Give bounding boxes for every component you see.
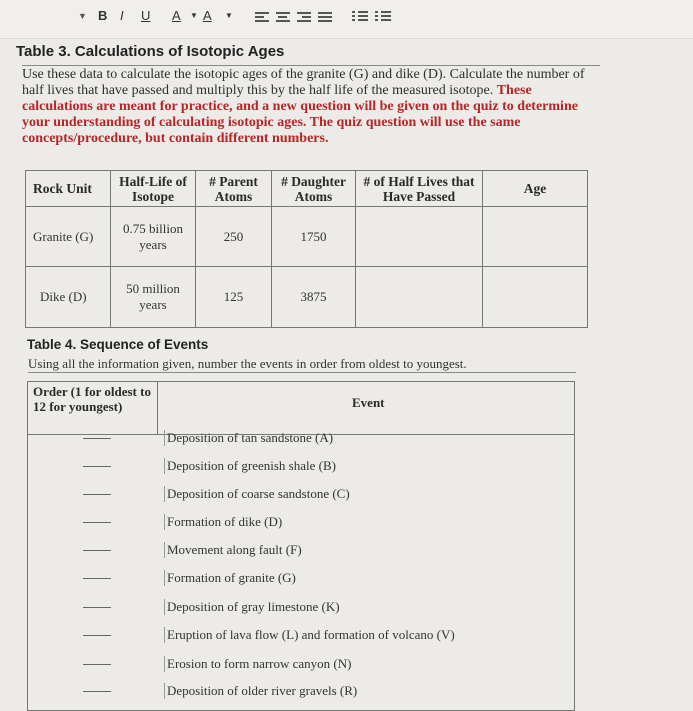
highlight-color-button[interactable]: A xyxy=(203,8,212,23)
event-label: Deposition of greenish shale (B) xyxy=(164,458,336,474)
cell-parent: 125 xyxy=(196,267,272,328)
order-blank-input[interactable] xyxy=(83,664,111,665)
list-item xyxy=(28,454,574,481)
cell-daughter: 1750 xyxy=(272,207,356,267)
event-label: Movement along fault (F) xyxy=(164,542,302,558)
highlight-dropdown-icon[interactable]: ▼ xyxy=(225,11,233,20)
order-blank-input[interactable] xyxy=(83,438,111,439)
list-item xyxy=(28,426,574,453)
divider xyxy=(28,372,576,373)
event-label: Formation of granite (G) xyxy=(164,570,296,586)
font-color-button[interactable]: A xyxy=(172,8,181,23)
order-blank-input[interactable] xyxy=(83,550,111,551)
instructions-warning: These calculations are meant for practice, and a new question will be given on the quiz to determine your understanding of calculating isotopic ages. The quiz question will use the same concepts/procedure, but contain different numbers. xyxy=(22,83,578,146)
header-daughter-atoms: # Daughter Atoms xyxy=(272,171,356,207)
order-blank-input[interactable] xyxy=(83,522,111,523)
formatting-toolbar xyxy=(0,0,693,39)
list-item xyxy=(28,623,574,650)
cell-half-life: 0.75 billion years xyxy=(111,207,196,267)
table-row xyxy=(26,267,588,328)
align-left-icon[interactable] xyxy=(255,12,269,24)
instructions-text xyxy=(22,67,602,147)
list-item xyxy=(28,679,574,706)
table-row xyxy=(26,207,588,267)
bullet-list-icon[interactable] xyxy=(375,11,391,25)
align-right-icon[interactable] xyxy=(297,12,311,24)
event-label: Eruption of lava flow (L) and formation of volcano (V) xyxy=(164,627,455,643)
event-label: Deposition of gray limestone (K) xyxy=(164,599,340,615)
list-item xyxy=(28,482,574,509)
paragraph-style-dropdown-icon[interactable]: ▼ xyxy=(78,11,87,21)
list-item xyxy=(28,595,574,622)
order-blank-input[interactable] xyxy=(83,494,111,495)
align-center-icon[interactable] xyxy=(276,12,290,24)
isotopic-ages-table xyxy=(25,170,588,328)
list-item xyxy=(28,510,574,537)
align-justify-icon[interactable] xyxy=(318,12,332,24)
list-item xyxy=(28,538,574,565)
header-event: Event xyxy=(352,395,385,410)
order-blank-input[interactable] xyxy=(83,635,111,636)
event-label: Erosion to form narrow canyon (N) xyxy=(164,656,351,672)
header-half-lives: # of Half Lives that Have Passed xyxy=(356,171,483,207)
header-parent-atoms: # Parent Atoms xyxy=(196,171,272,207)
order-blank-input[interactable] xyxy=(83,578,111,579)
list-item xyxy=(28,652,574,679)
order-blank-input[interactable] xyxy=(83,607,111,608)
cell-age-input[interactable] xyxy=(483,207,588,267)
cell-parent: 250 xyxy=(196,207,272,267)
numbered-list-icon[interactable] xyxy=(352,11,368,25)
cell-half-lives-input[interactable] xyxy=(356,267,483,328)
event-label: Deposition of older river gravels (R) xyxy=(164,683,357,699)
sequence-of-events-table xyxy=(27,381,575,711)
font-color-dropdown-icon[interactable]: ▼ xyxy=(190,11,198,20)
instructions-normal: Use these data to calculate the isotopic ages of the granite (G) and dike (D). Calculate the number of half lives that have passed and multiply this by the half life of the measured isotope. xyxy=(22,67,585,98)
table4-intro: Using all the information given, number the events in order from oldest to youngest. xyxy=(28,356,467,371)
cell-rock: Dike (D) xyxy=(26,267,111,328)
order-blank-input[interactable] xyxy=(83,466,111,467)
list-item xyxy=(28,566,574,593)
header-rock-unit: Rock Unit xyxy=(26,171,111,207)
header-age: Age xyxy=(483,171,588,207)
header-order: Order (1 for oldest to 12 for youngest) xyxy=(28,382,158,434)
event-label: Deposition of coarse sandstone (C) xyxy=(164,486,350,502)
table4-title: Table 4. Sequence of Events xyxy=(27,337,209,352)
italic-button[interactable]: I xyxy=(120,8,124,23)
cell-age-input[interactable] xyxy=(483,267,588,328)
table3-title: Table 3. Calculations of Isotopic Ages xyxy=(16,43,285,60)
header-half-life: Half-Life of Isotope xyxy=(111,171,196,207)
cell-half-lives-input[interactable] xyxy=(356,207,483,267)
cell-rock: Granite (G) xyxy=(26,207,111,267)
event-label: Deposition of tan sandstone (A) xyxy=(164,430,333,446)
event-label: Formation of dike (D) xyxy=(164,514,282,530)
cell-daughter: 3875 xyxy=(272,267,356,328)
divider xyxy=(22,65,600,66)
cell-half-life: 50 million years xyxy=(111,267,196,328)
bold-button[interactable]: B xyxy=(98,8,108,23)
order-blank-input[interactable] xyxy=(83,691,111,692)
underline-button[interactable]: U xyxy=(141,8,151,23)
